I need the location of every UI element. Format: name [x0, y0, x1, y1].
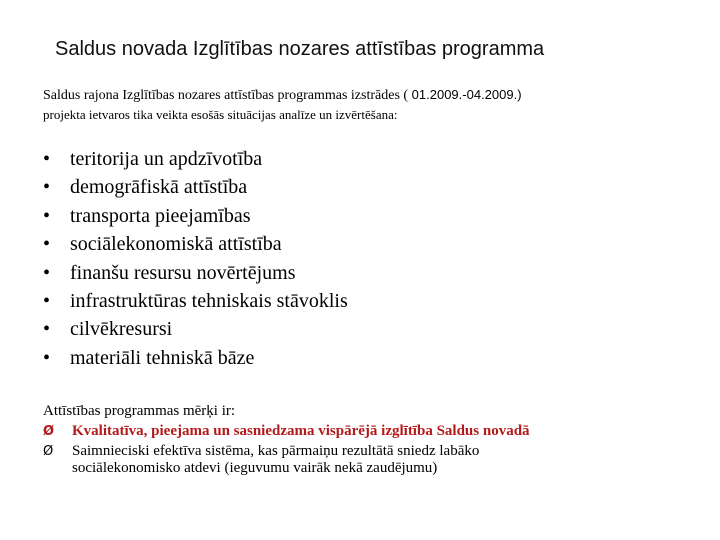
list-item-text: demogrāfiskā attīstība: [70, 176, 248, 199]
list-item-text: materiāli tehniskā bāze: [70, 346, 255, 369]
goal-text-line-1: Saimnieciski efektīva sistēma, kas pārmaiņu rezultātā sniedz labāko: [72, 443, 480, 459]
intro-label: Saldus rajona Izglītības nozares attīstības programmas izstrādes (: [43, 88, 409, 103]
intro-line-2: projekta ietvaros tika veikta esošās situācijas analīze un izvērtēšana:: [43, 107, 398, 122]
list-item-text: transporta pieejamības: [70, 204, 251, 227]
bullet-icon: •: [43, 176, 51, 199]
goals-section: [43, 402, 703, 477]
list-item-text: sociālekonomiskā attīstība: [70, 233, 282, 256]
list-item-text: cilvēkresursi: [70, 318, 173, 341]
bullet-icon: •: [43, 318, 51, 341]
bullet-icon: •: [43, 289, 51, 312]
list-item-text: finanšu resursu novērtējums: [70, 261, 296, 284]
goal-text: Kvalitatīva, pieejama un sasniedzama vispārējā izglītība Saldus novadā: [72, 423, 530, 439]
goals-heading: Attīstības programmas mērķi ir:: [43, 403, 236, 419]
bullet-icon: •: [43, 148, 51, 170]
intro-paragraph: [43, 86, 703, 124]
bullet-icon: •: [43, 261, 51, 284]
goal-item-quality: [43, 423, 703, 440]
list-item-text: teritorija un apdzīvotība: [70, 148, 263, 170]
arrow-bullet-icon: Ø: [43, 444, 54, 459]
bullet-icon: •: [43, 346, 51, 369]
bullet-icon: •: [43, 204, 51, 227]
slide-title: Saldus novada Izglītības nozares attīstības programma: [55, 38, 545, 60]
intro-dates: 01.2009.-04.2009.): [408, 87, 522, 102]
goal-item-efficiency: [43, 443, 703, 477]
list-item-text: infrastruktūras tehniskais stāvoklis: [70, 289, 348, 312]
goal-text-line-2: sociālekonomisko atdevi (ieguvumu vairāk nekā zaudējumu): [72, 460, 438, 476]
intro-line-1: [43, 86, 703, 105]
bullet-icon: •: [43, 233, 51, 256]
arrow-bullet-icon: Ø: [43, 424, 55, 439]
